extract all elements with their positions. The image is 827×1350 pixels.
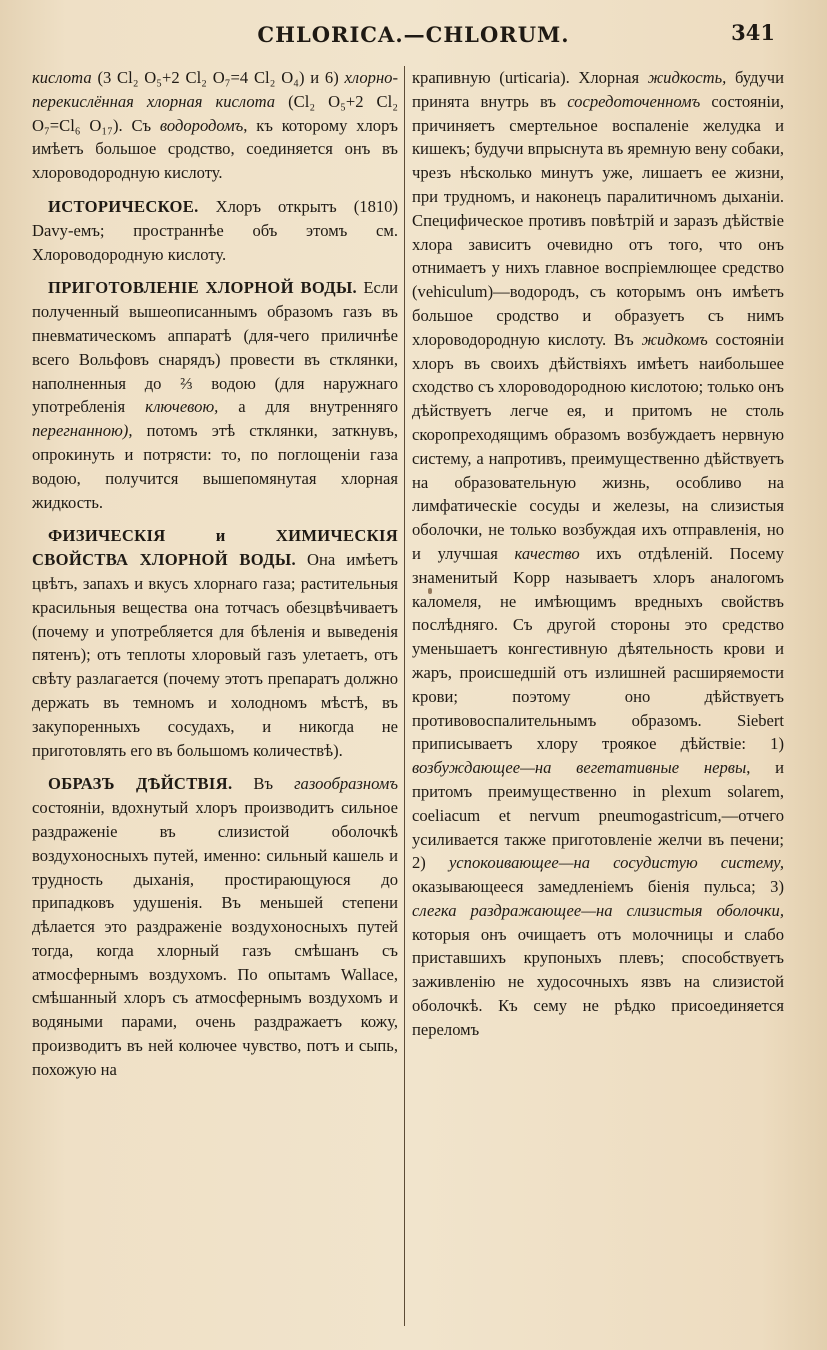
text-italic: качество	[514, 543, 580, 563]
text-run: Если полученный вышеописаннымъ образомъ газъ въ пневматическомъ аппаратѣ (для-чего приличнѣе всего Вольфовъ снарядъ) провести въ стклянки, наполненныя до ⅔ водою (для наружнаго употребленія	[32, 278, 398, 417]
text-italic: водородомъ	[159, 115, 244, 135]
running-head: CHLORICA.—CHLORUM.	[257, 22, 570, 47]
text-italic: слегка раздражающее—на слизистыя оболочки,	[412, 900, 784, 920]
page-header	[0, 20, 827, 52]
text-run: ихъ отдѣленій. Посему знаменитый Kopp называетъ хлоръ аналогомъ каломеля, не имѣющимъ вредныхъ свойствъ послѣдняго. Съ другой стороны это средство уменьшаетъ конгестивную дѣятельность крови и жаръ, происшедшій отъ излишней расширяемости крови; поэтому оно дѣйствуетъ противовоспалительнымъ образомъ. Siebert приписываетъ хлору троякое дѣйствіе: 1)	[412, 543, 784, 754]
text-italic: возбуждающее—на вегетативные нервы	[412, 758, 747, 778]
text-run: , и притомъ преимущественно in plexum solarem, coeliacum et nervum pneumogastricum,—отчего усиливается также приготовленіе желчи въ печени; 2)	[412, 758, 784, 873]
section-heading-historical: ИСТОРИЧЕСКОЕ.	[48, 196, 199, 216]
text-run: Она имѣетъ цвѣтъ, запахъ и вкусъ хлорнаго газа; растительныя красильныя вещества она тотчасъ обезцвѣчиваетъ (почему и употребляется для бѣленія и выведенія пятенъ); отъ теплоты хлоровый газъ улетаетъ, отъ свѣту разлагается (почему этотъ препаратъ должно держать въ темномъ и холодномъ мѣстѣ, въ закупоренныхъ сосудахъ, и никогда не приготовлять его въ большомъ количествѣ).	[32, 550, 398, 760]
text-run: (Cl₂ O₅+2 Cl₂ O₇=Cl₆ O₁₇). Съ	[32, 91, 398, 135]
text-run: состояніи, вдохнутый хлоръ производитъ сильное раздраженіе въ слизистой оболочкѣ воздухоносныхъ путей, именно: сильный кашель и трудность дыханія, простирающуюся до припадковъ удушенія. Въ меньшей степени дѣлается это раздраженіе воздухоносныхъ путей тогда, когда хлорный газъ смѣшанъ съ атмосфернымъ воздухомъ. По опытамъ Wallace, смѣшанный хлоръ съ атмосфернымъ воздухомъ и водяными парами, очень раздражаетъ кожу, производитъ въ ней колючее чувство, потъ и сыпь, похожую на	[32, 798, 398, 1079]
paragraph-mode-of-action	[32, 772, 398, 1081]
paragraph-properties	[32, 524, 398, 762]
text-italic: газообразномъ	[294, 774, 398, 794]
text-run: крапивную (urticaria). Хлорная	[412, 68, 648, 87]
text-italic: хлорно-перекислённая хлорная кислота	[32, 68, 398, 111]
text-run: которыя онъ очищаетъ отъ молочницы и слабо приставшихъ крупоныхъ плевъ; способствуетъ заживленію не худосочныхъ язвъ на слизистой оболочкѣ. Къ сему не рѣдко присоединяется переломъ	[412, 924, 784, 1039]
text-run: будучи принята внутрь въ	[412, 68, 784, 111]
text-italic: ключевою,	[145, 397, 219, 417]
section-heading-preparation: ПРИГОТОВЛЕНІЕ ХЛОРНОЙ ВОДЫ.	[48, 278, 357, 298]
text-run: (3 Cl₂ O₅+2 Cl₂ O₇=4 Cl₂ O₄) и 6)	[91, 68, 345, 87]
paragraph-acids-continued	[32, 66, 398, 185]
text-run: потомъ этѣ стклянки, заткнувъ, опрокинуть и потрясти: то, по поглощеніи газа водою, получится вышепомянутая хлорная жидкость.	[32, 421, 398, 512]
section-heading-properties: ФИЗИЧЕСКІЯ и ХИМИЧЕСКІЯ СВОЙСТВА ХЛОРНОЙ ВОДЫ.	[32, 526, 398, 570]
column-divider	[404, 66, 405, 1326]
text-run: Хлоръ открытъ (1810) Davy-емъ; пространнѣе объ этомъ см. Хлороводородную кислоту.	[32, 196, 398, 264]
page-number: 341	[731, 20, 775, 45]
paragraph-historical	[32, 195, 398, 266]
text-run: а для внутренняго	[218, 397, 398, 417]
text-italic: кислота	[32, 68, 92, 87]
left-column	[32, 66, 398, 1336]
paragraph-action-continued	[412, 66, 784, 1042]
text-italic: перегнанною),	[32, 421, 133, 441]
text-run: оказывающееся замедленіемъ біенія пульса; 3)	[412, 877, 784, 897]
right-column	[412, 66, 784, 1336]
text-run: состояніи, причиняетъ смертельное воспаленіе желудка и кишекъ; будучи впрыснута въ яремную вену собаки, чрезъ нѣсколько минутъ уже, лишаетъ ее жизни, при трудномъ, и наконецъ паралитичномъ дыханіи. Специфическое противъ повѣтрій и заразъ дѣйствіе хлора зависитъ очевидно отъ того, что онъ отнимаетъ у нихъ главное воспріемлющее средство (vehiculum)—водородъ, съ которымъ онъ имѣетъ большое сродство и образуетъ съ нимъ хлороводородную кислоту. Въ	[412, 91, 784, 349]
text-run: , къ которому хлоръ имѣетъ большое сродство, соединяется онъ въ хлороводородную кислоту.	[32, 115, 398, 183]
text-run: Въ	[232, 774, 295, 794]
text-italic: сосредоточенномъ	[567, 91, 701, 111]
section-heading-mode-of-action: ОБРАЗЪ ДѢЙСТВІЯ.	[48, 774, 233, 794]
text-italic: жидкость,	[647, 68, 727, 87]
text-italic: успокоивающее—на сосудистую систему,	[448, 853, 784, 873]
paragraph-preparation	[32, 276, 398, 514]
text-run: состояніи хлоръ въ своихъ дѣйствіяхъ имѣетъ наибольшее сходство съ хлороводородною кислотою; только онъ дѣйствуетъ легче ея, и притомъ не столь скоропреходящимъ образомъ возбуждаетъ нервную систему, а напротивъ, преимущественно дѣйствуетъ на образовательную жизнь, особливо на лимфатическіе сосуды и железы, на слизистыя оболочки, не только возбуждая ихъ отправленія, но и улучшая	[412, 329, 784, 563]
text-italic: жидкомъ	[641, 329, 708, 349]
